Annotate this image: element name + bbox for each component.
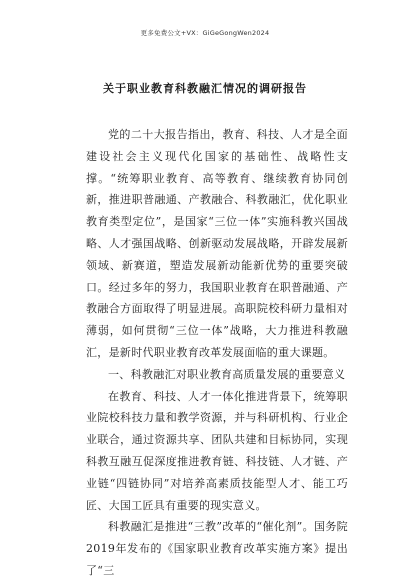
paragraph-section-1: 在教育、科技、人才一体化推进背景下，统筹职业院校科技力量和教学资源，并与科研机构、行业企业联合，通过资源共享、团队共建和目标协同，实现科教互融互促深度推进教育链、科技链、人才链、产业链“四链协同”对培养高素质技能型人才、能工巧匠、大国工匠具有重要的现实意义。 [86, 389, 348, 512]
paragraph-section-1-b: 科教融汇是推进“三教”改革的“催化剂”。国务院2019年发布的《国家职业教育改革实施方案》提出了“三 [86, 520, 348, 577]
document-title: 关于职业教育科教融汇情况的调研报告 [103, 82, 307, 95]
document-body [86, 124, 348, 582]
section-heading-1: 一、科教融汇对职业教育高质量发展的重要意义 [108, 367, 346, 381]
header-note: 更多免费公文+VX：GiGeGongWen2024 [140, 29, 270, 37]
paragraph-intro: 党的二十大报告指出，教育、科技、人才是全面建设社会主义现代化国家的基础性、战略性支撑。“统筹职业教育、高等教育、继续教育协同创新，推进职普融通、产教融合、科教融汇，优化职业教育类型定位”，是国家“三位一体”实施科教兴国战略、人才强国战略、创新驱动发展战略，开辟发展新领域、新赛道，塑造发展新动能新优势的重要突破口。经过多年的努力，我国职业教育在职普融通、产教融合方面取得了明显进展。高职院校科研力量相对薄弱，如何贯彻“三位一体”战略，大力推进科教融汇，是新时代职业教育改革发展面临的重大课题。 [86, 128, 348, 359]
